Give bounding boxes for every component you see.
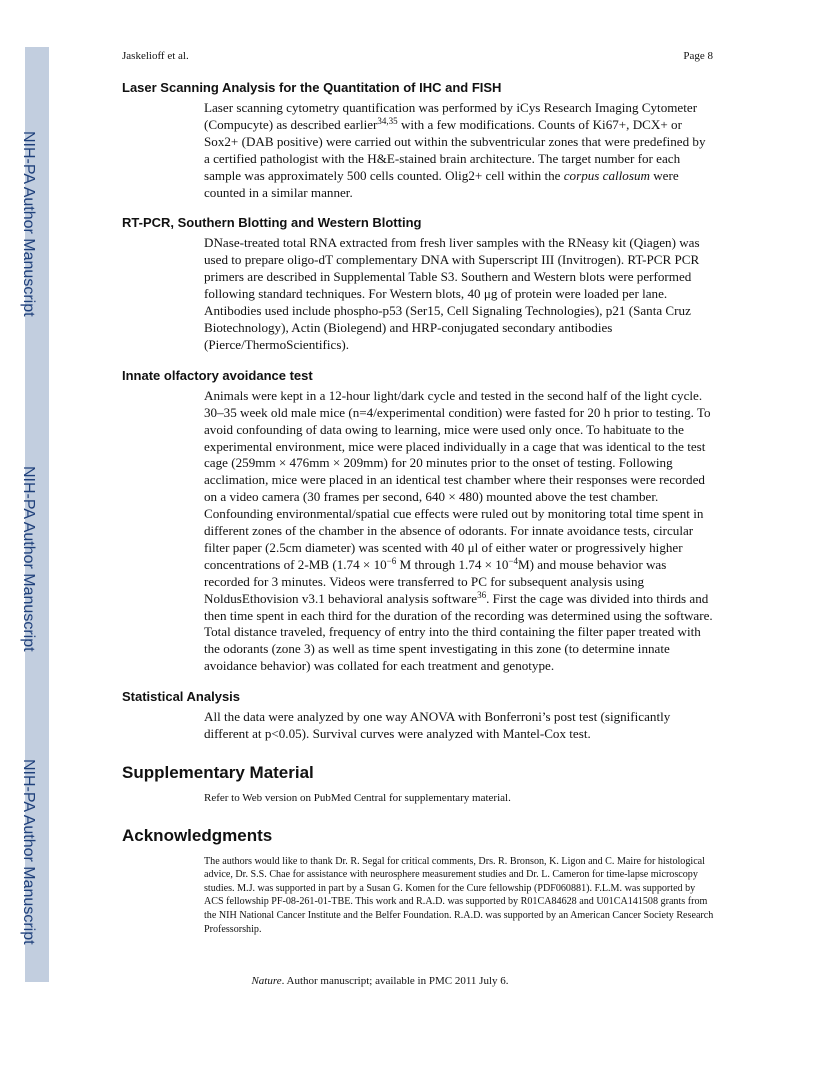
footer-text: . Author manuscript; available in PMC 2011 July 6. — [281, 975, 509, 987]
section-statistical-analysis — [122, 689, 714, 743]
section-innate-avoidance — [122, 368, 714, 675]
journal-name: Nature — [251, 975, 282, 987]
section-heading: Innate olfactory avoidance test — [122, 367, 313, 383]
section-paragraph: The authors would like to thank Dr. R. Segal for critical comments, Drs. R. Bronson, K. Ligon and C. Maire for histological advice, Dr. S.S. Chae for assistance with neurosphere measurement studies and Dr. L. Cameron for time-lapse microscopy studies. M.J. was supported in part by a Susan G. Komen for the Cure fellowship (PDF060881). F.L.M. was supported by ACS fellowship PF-08-261-01-TBE. This work and R.A.D. was supported by R01CA84628 and U01CA141508 grants from the NIH National Cancer Institute and the Belfer Foundation. R.A.D. was supported by an American Cancer Society Research Professorship. — [204, 855, 714, 935]
section-heading: RT-PCR, Southern Blotting and Western Blotting — [122, 215, 422, 231]
header-page-number: Page 8 — [683, 50, 713, 62]
section-laser-scanning — [122, 80, 714, 201]
section-rt-pcr — [122, 215, 714, 353]
section-supplementary — [122, 763, 714, 806]
section-paragraph: DNase-treated total RNA extracted from fresh liver samples with the RNeasy kit (Qiagen) was used to prepare oligo-dT complementary DNA with Superscript III (Invitrogen). RT-PCR PCR primers are described in Supplemental Table S3. Southern and Western blots were performed following standard techniques. For Western blots, 40 μg of protein were loaded per lane. Antibodies used include phospho-p53 (Ser15, Cell Signaling Technologies), p21 (Santa Cruz Biotechnology), Actin (Biolegend) and HRP-conjugated secondary antibodies (Pierce/ThermoScientifics). — [204, 235, 700, 352]
section-heading: Statistical Analysis — [122, 689, 241, 705]
section-heading: Supplementary Material — [122, 763, 314, 782]
section-paragraph: Refer to Web version on PubMed Central for supplementary material. — [204, 792, 511, 804]
article-body — [122, 80, 714, 950]
section-paragraph: Laser scanning cytometry quantification was performed by iCys Research Imaging Cytometer (Compucyte) as described earlier$^{34,35}$ with a few modifications. Counts of Ki67+, DCX+ or Sox2+ (DAB positive) were carried out within the subventricular zones that were predefined by a certified pathologist with the H&E-stained brain architecture. The target number for each sample was approximately 500 cells counted. Olig2+ cell within the corpus callosum were counted in a similar manner. — [204, 100, 706, 200]
section-heading: Laser Scanning Analysis for the Quantitation of IHC and FISH — [122, 80, 502, 95]
section-paragraph: Animals were kept in a 12-hour light/dark cycle and tested in the second half of the light cycle. 30–35 week old male mice (n=4/experimental condition) were fasted for 20 h prior to testing. To avoid confounding of data owing to learning, mice were used only once. To habituate to the experimental environment, mice were placed individually in a cage that was identical to the test cage (259mm × 476mm × 209mm) for 20 minutes prior to the onset of testing. Following acclimation, mice were placed in an identical test chamber where their responses were recorded on a video camera (30 frames per second, 640 × 480) mounted above the test chamber. Confounding environmental/spatial cue effects were ruled out by monitoring total time spent in different zones of the chamber in the absence of odorants. For innate avoidance tests, circular filter paper (2.5cm diameter) was scented with 40 μl of either water or progressively higher concentrations of 2-MB ($1.74 \times 10^{-6}$ M through $1.74 \times 10^{-4}M$) and mouse behavior was recorded for 3 minutes. Videos were transferred to PC for subsequent analysis using NoldusEthovision v3.1 behavioral analysis software$^{36}$. First the cage was divided into thirds and then time spent in each third for the duration of the recording was determined using the software. Total distance traveled, frequency of entry into the third containing the filter paper treated with the odorants (zone 3) as well as time spent investigating in this zone (to determine innate avoidance behavior) was collated for each treatment and genotype. — [204, 387, 713, 674]
section-paragraph: All the data were analyzed by one way ANOVA with Bonferroni’s post test (significantly different at p<0.05). Survival curves were analyzed with Mantel-Cox test. — [204, 709, 671, 742]
citation-ref: 34,35 — [377, 115, 398, 126]
citation-ref: 36 — [477, 589, 487, 600]
nih-sidebar: NIH-PA Author Manuscript NIH-PA Author Manuscript NIH-PA Author Manuscript — [25, 47, 49, 982]
header-author: Jaskelioff et al. — [122, 50, 189, 62]
section-heading: Acknowledgments — [122, 825, 273, 845]
page-footer — [0, 975, 760, 987]
section-acknowledgments — [122, 826, 714, 937]
